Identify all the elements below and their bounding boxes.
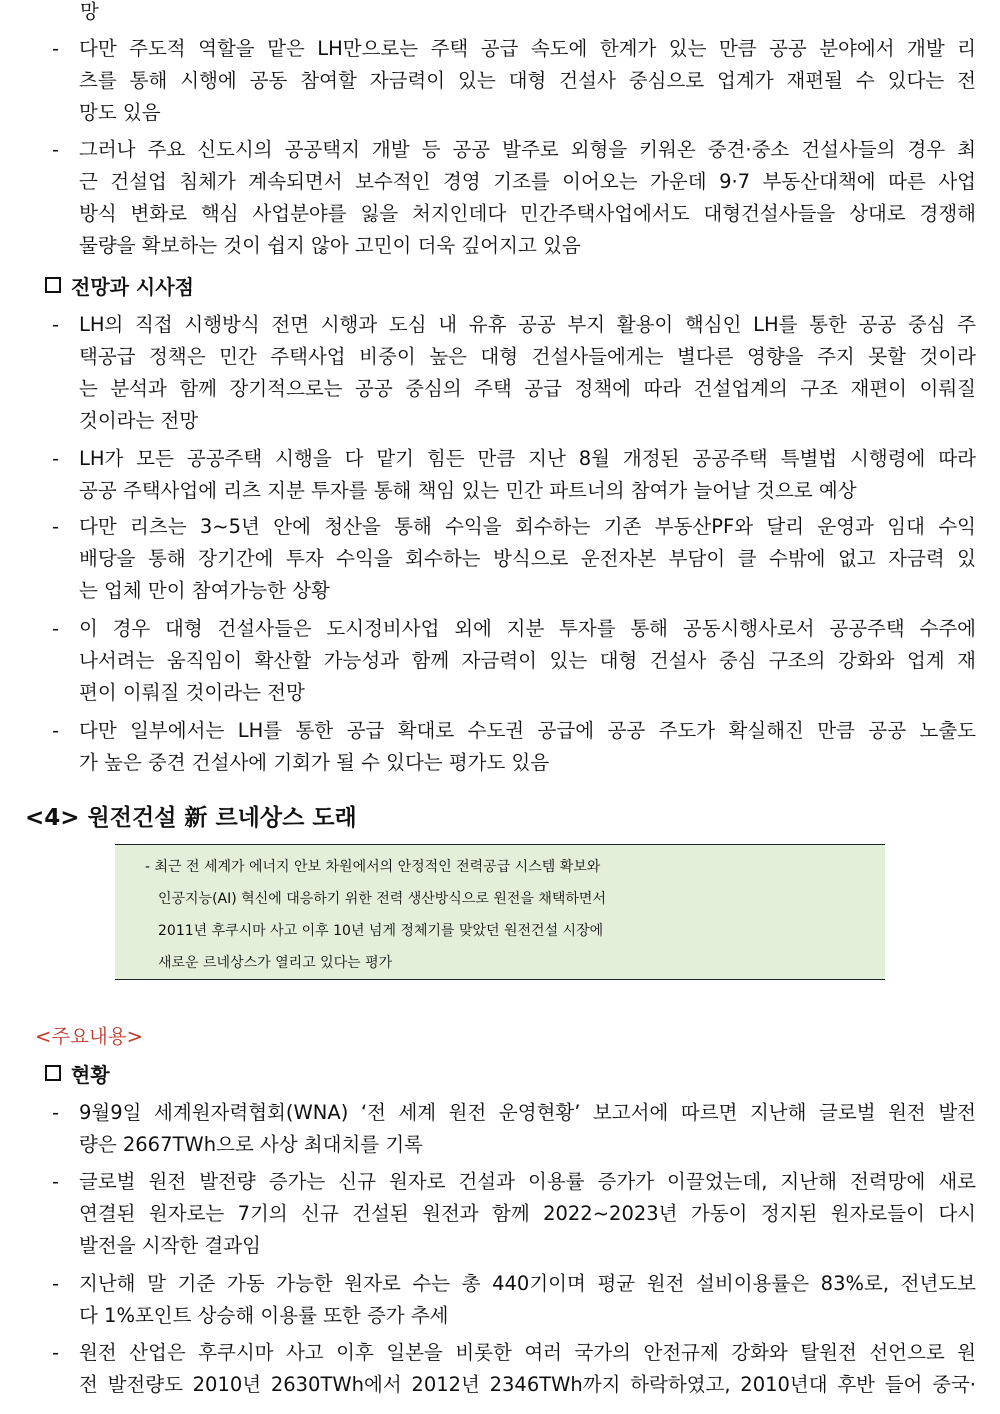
bullet-dash: - <box>52 447 60 470</box>
subheading-text: 현황 <box>71 1063 110 1087</box>
text-line: 이 경우 대형 건설사들은 도시정비사업 외에 지분 투자를 통해 공동시행사로서 공공주택 수주에 <box>79 617 976 640</box>
subheading-status <box>45 1060 110 1090</box>
text-line: 물량을 확보하는 것이 쉽지 않아 고민이 더욱 깊어지고 있음 <box>79 234 581 257</box>
bullet-item <box>52 1268 976 1332</box>
bullet-item <box>52 33 976 129</box>
summary-box <box>115 844 885 980</box>
bullet-dash: - <box>52 617 60 640</box>
text-line: 나서려는 움직임이 확산할 가능성과 함께 자금력이 있는 대형 건설사 중심 구조의 강화와 업계 재 <box>79 649 976 672</box>
checkbox-square-icon <box>45 277 61 293</box>
text-line: 는 분석과 함께 장기적으로는 공공 중심의 주택 공급 정책에 따라 건설업계의 구조 재편이 이뤄질 <box>79 377 976 400</box>
text-line: 배당을 통해 장기간에 투자 수익을 회수하는 방식으로 운전자본 부담이 클 수밖에 없고 자금력 있 <box>79 547 976 570</box>
bullet-item <box>52 1097 976 1161</box>
text-line: 편이 이뤄질 것이라는 전망 <box>79 681 305 704</box>
summary-line: - 최근 전 세계가 에너지 안보 차원에서의 안정적인 전력공급 시스템 확보와 <box>145 859 601 875</box>
subheading-text: 전망과 시사점 <box>71 275 194 299</box>
bullet-item <box>52 309 976 437</box>
text-line: LH가 모든 공공주택 시행을 다 맡기 힘든 만큼 지난 8월 개정된 공공주택 특별법 시행령에 따라 <box>79 447 976 470</box>
bullet-item <box>52 1166 976 1262</box>
text-line: 망도 있음 <box>79 101 161 124</box>
bullet-item <box>52 443 976 507</box>
text-line: 원전 산업은 후쿠시마 사고 이후 일본을 비롯한 여러 국가의 안전규제 강화와 탈원전 선언으로 원 <box>79 1341 976 1364</box>
text-line: 가 높은 중견 건설사에 기회가 될 수 있다는 평가도 있음 <box>79 751 550 774</box>
bullet-dash: - <box>52 138 60 161</box>
bullet-dash: - <box>52 1272 60 1295</box>
text-line: 다만 리츠는 3~5년 안에 청산을 통해 수익을 회수하는 기존 부동산PF와 달리 운영과 임대 수익 <box>79 515 976 538</box>
continued-text-fragment: 망 <box>80 0 99 23</box>
summary-line: 새로운 르네상스가 열리고 있다는 평가 <box>158 955 393 971</box>
text-line: 다만 주도적 역할을 맡은 LH만으로는 주택 공급 속도에 한계가 있는 만큼 공공 분야에서 개발 리 <box>79 37 976 60</box>
bullet-item <box>52 134 976 262</box>
subheading-outlook <box>45 272 194 302</box>
text-line: 택공급 정책은 민간 주택사업 비중이 높은 대형 건설사들에게는 별다른 영향을 주지 못할 것이라 <box>79 345 976 368</box>
text-line: 글로벌 원전 발전량 증가는 신규 원자로 건설과 이용률 증가가 이끌었는데, 지난해 전력망에 새로 <box>79 1170 976 1193</box>
bullet-dash: - <box>52 515 60 538</box>
bullet-item <box>52 511 976 607</box>
summary-line: 2011년 후쿠시마 사고 이후 10년 넘게 정체기를 맞았던 원전건설 시장에 <box>158 923 604 939</box>
text-line: 다 1%포인트 상승해 이용률 또한 증가 추세 <box>79 1304 449 1327</box>
bullet-item <box>52 613 976 709</box>
text-line: LH의 직접 시행방식 전면 시행과 도심 내 유휴 공공 부지 활용이 핵심인 LH를 통한 공공 중심 주 <box>79 313 976 336</box>
summary-line: 인공지능(AI) 혁신에 대응하기 위한 전력 생산방식으로 원전을 채택하면서 <box>158 891 606 907</box>
text-line: 는 업체 만이 참여가능한 상황 <box>79 579 330 602</box>
checkbox-square-icon <box>45 1065 61 1081</box>
bullet-dash: - <box>52 313 60 336</box>
text-line: 연결된 원자로는 7기의 신규 건설된 원전과 함께 2022~2023년 가동이 정지된 원자로들이 다시 <box>79 1202 976 1225</box>
bullet-dash: - <box>52 719 60 742</box>
main-content-label: <주요내용> <box>35 1025 144 1048</box>
text-line: 량은 2667TWh으로 사상 최대치를 기록 <box>79 1133 424 1156</box>
text-line: 9월9일 세계원자력협회(WNA) ‘전 세계 원전 운영현황’ 보고서에 따르면 지난해 글로벌 원전 발전 <box>79 1101 976 1124</box>
bullet-dash: - <box>52 1170 60 1193</box>
bullet-item <box>52 1337 976 1401</box>
bullet-item <box>52 715 976 779</box>
text-line: 지난해 말 기준 가동 가능한 원자로 수는 총 440기이며 평균 원전 설비이용률은 83%로, 전년도보 <box>79 1272 976 1295</box>
text-line: 츠를 통해 시행에 공동 참여할 자금력이 있는 대형 건설사 중심으로 업계가 재편될 수 있다는 전 <box>79 69 976 92</box>
bullet-dash: - <box>52 1341 60 1364</box>
text-line: 전 발전량도 2010년 2630TWh에서 2012년 2346TWh까지 하락하였고, 2010년대 후반 들어 중국· <box>79 1373 976 1396</box>
text-line: 다만 일부에서는 LH를 통한 공급 확대로 수도권 공급에 공공 주도가 확실해진 만큼 공공 노출도 <box>79 719 976 742</box>
text-line: 근 건설업 침체가 계속되면서 보수적인 경영 기조를 이어오는 가운데 9·7 부동산대책에 따른 사업 <box>79 170 976 193</box>
section-title: <4> 원전건설 新 르네상스 도래 <box>25 805 357 831</box>
text-line: 그러나 주요 신도시의 공공택지 개발 등 공공 발주로 외형을 키워온 중견·중소 건설사들의 경우 최 <box>79 138 976 161</box>
text-line: 방식 변화로 핵심 사업분야를 잃을 처지인데다 민간주택사업에서도 대형건설사들을 상대로 경쟁해 <box>79 202 976 225</box>
text-line: 것이라는 전망 <box>79 409 199 432</box>
text-line: 공공 주택사업에 리츠 지분 투자를 통해 책임 있는 민간 파트너의 참여가 늘어날 것으로 예상 <box>79 479 857 502</box>
text-line: 발전을 시작한 결과임 <box>79 1234 261 1257</box>
bullet-dash: - <box>52 37 60 60</box>
bullet-dash: - <box>52 1101 60 1124</box>
